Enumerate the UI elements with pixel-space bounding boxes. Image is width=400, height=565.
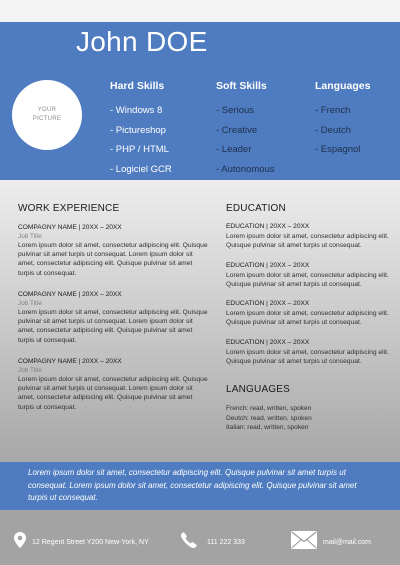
education-period: EDUCATION | 20XX – 20XX (226, 223, 310, 230)
education-heading: EDUCATION (226, 203, 286, 214)
job-company: COMPAGNY NAME | 20XX – 20XX (18, 291, 122, 298)
phone-text: 111 222 333 (207, 539, 245, 546)
job-title: Job Title (18, 233, 42, 240)
footer-bar (0, 510, 400, 565)
education-period: EDUCATION | 20XX – 20XX (226, 339, 310, 346)
languages-heading: LANGUAGES (226, 384, 291, 395)
languages-skills-list (315, 101, 370, 160)
language-item: Deutch: read, written, spoken (226, 414, 312, 422)
education-period: EDUCATION | 20XX – 20XX (226, 300, 310, 307)
hard-skill-item: - Pictureshop (110, 124, 166, 136)
hard-skill-item: - PHP / HTML (110, 144, 169, 155)
job-entry (18, 357, 208, 412)
languages-skills-column (315, 80, 370, 160)
education-entry (226, 338, 396, 366)
contact-address (14, 532, 149, 553)
hard-skill-item: - Windows 8 (110, 105, 163, 116)
work-experience-heading: WORK EXPERIENCE (18, 203, 120, 214)
languages-skills-heading: Languages (315, 80, 371, 92)
candidate-name: John DOE (76, 26, 208, 57)
hard-skills-list (110, 101, 172, 179)
soft-skill-item: - Serious (216, 105, 255, 116)
language-skill-item: - French (315, 105, 351, 116)
education-entry (226, 299, 396, 327)
hard-skill-item: - Logiciel GCR (110, 163, 172, 175)
email-text[interactable]: mail@mail.com (323, 539, 371, 546)
hard-skills-heading: Hard Skills (110, 80, 165, 92)
address-text: 12 Regent Street Y200 New-York, NY (32, 539, 149, 546)
job-description: Lorem ipsum dolor sit amet, consectetur adipiscing elit. Quisque pulvinar sit amet turpis ut consequat. Lorem ipsum dolor sit amet, consectetur adipiscing elit. Quisque pulvinar sit amet turpis ut consequat. (18, 376, 208, 411)
profile-picture-placeholder (12, 80, 82, 150)
soft-skill-item: - Autonomous (216, 163, 275, 175)
education-entry (226, 222, 396, 250)
job-title: Job Title (18, 300, 42, 307)
education-entry (226, 261, 396, 289)
soft-skills-heading: Soft Skills (216, 80, 267, 92)
job-company: COMPAGNY NAME | 20XX – 20XX (18, 224, 122, 231)
envelope-icon (291, 531, 317, 554)
education-description: Lorem ipsum dolor sit amet, consectetur adipiscing elit. Quisque pulvinar sit amet turpis ut consequat. (226, 309, 389, 326)
contact-email[interactable] (291, 531, 371, 554)
job-entry (18, 290, 208, 345)
education-description: Lorem ipsum dolor sit amet, consectetur adipiscing elit. Quisque pulvinar sit amet turpis ut consequat. (226, 271, 389, 288)
photo-label-line-2: PICTURE (32, 116, 62, 122)
map-pin-icon (14, 532, 26, 553)
soft-skills-column (216, 80, 275, 179)
phone-icon (181, 532, 197, 553)
language-skill-item: - Espagnol (315, 144, 361, 155)
education-period: EDUCATION | 20XX – 20XX (226, 262, 310, 269)
job-title: Job Title (18, 367, 42, 374)
education-description: Lorem ipsum dolor sit amet, consectetur adipiscing elit. Quisque pulvinar sit amet turpis ut consequat. (226, 348, 389, 365)
top-margin-strip (0, 0, 400, 22)
contact-phone (181, 532, 245, 553)
soft-skill-item: - Creative (216, 124, 258, 136)
soft-skill-item: - Leader (216, 144, 252, 155)
job-description: Lorem ipsum dolor sit amet, consectetur adipiscing elit. Quisque pulvinar sit amet turpis ut consequat. Lorem ipsum dolor sit amet, consectetur adipiscing elit. Quisque pulvinar sit amet turpis ut consequat. (18, 309, 208, 344)
language-skill-item: - Deutch (315, 124, 351, 136)
quote-band (0, 462, 400, 510)
hard-skills-column (110, 80, 172, 179)
job-company: COMPAGNY NAME | 20XX – 20XX (18, 358, 122, 365)
education-description: Lorem ipsum dolor sit amet, consectetur adipiscing elit. Quisque pulvinar sit amet turpis ut consequat. (226, 232, 389, 249)
language-item: Italian: read, written, spoken (226, 424, 309, 432)
language-item: French: read, written, spoken (226, 405, 312, 412)
quote-text: Lorem ipsum dolor sit amet, consectetur adipiscing elit. Quisque pulvinar sit amet turpis ut consequat. Lorem ipsum dolor sit amet, consectetur adipiscing elit. Quisque pulvinar sit amet turpis ut consequat. (28, 468, 357, 503)
job-description: Lorem ipsum dolor sit amet, consectetur adipiscing elit. Quisque pulvinar sit amet turpis ut consequat. Lorem ipsum dolor sit amet, consectetur adipiscing elit. Quisque pulvinar sit amet turpis ut consequat. (18, 242, 208, 277)
photo-label-line-1: YOUR (37, 107, 57, 113)
job-entry (18, 223, 208, 278)
soft-skills-list (216, 101, 275, 179)
languages-list (226, 404, 396, 433)
